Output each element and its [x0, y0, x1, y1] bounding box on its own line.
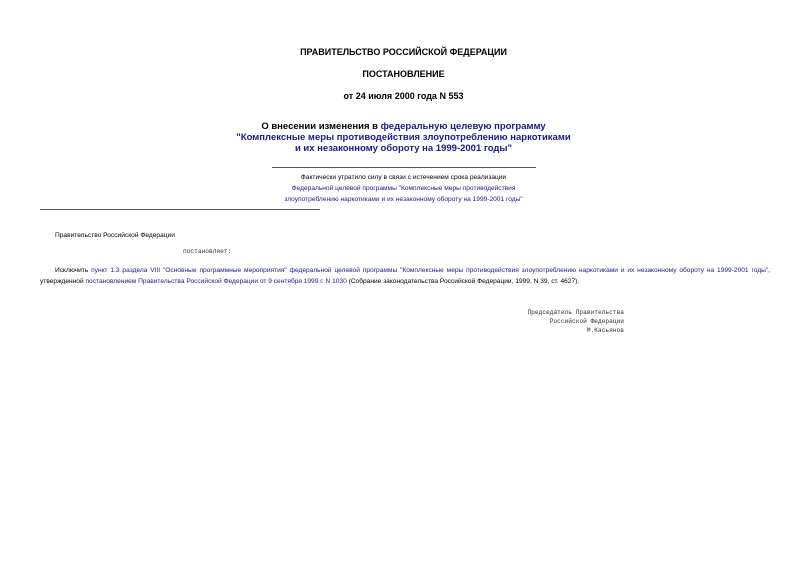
document-date-number: от 24 июля 2000 года N 553 — [343, 91, 464, 101]
government-line: Правительство Российской Федерации — [55, 232, 175, 239]
p1-text-1: Исключить — [55, 267, 92, 274]
status-program-link-line-2[interactable]: злоупотреблению наркотиками и их незаконному обороту на 1999-2001 годы" — [284, 196, 523, 203]
program-link[interactable]: федеральную целевую программу — [380, 121, 546, 132]
program-link-line-2[interactable]: "Комплексные меры противодействия злоупотреблению наркотиками — [236, 132, 571, 143]
p1-text-2: , утвержденной — [40, 267, 770, 285]
title-line-1 — [0, 121, 807, 132]
resolution-1030-link[interactable]: постановлением Правительства Российской Федерации от 9 сентября 1999 г. N 1030 — [85, 277, 347, 285]
program-link-line-3[interactable]: и их незаконному обороту на 1999-2001 годы" — [294, 143, 513, 154]
status-divider-bottom — [40, 209, 320, 210]
status-note-line-1: Фактически утратило силу в связи с истечением срока реализации — [300, 174, 507, 181]
document-type: ПОСТАНОВЛЕНИЕ — [362, 69, 445, 79]
title-prefix: О внесении изменения в — [261, 121, 381, 132]
resolution-paragraph — [40, 266, 770, 287]
signature-line-2: Российской Федерации — [549, 318, 624, 325]
resolves-line: постановляет: — [183, 248, 232, 255]
status-divider-top — [272, 167, 536, 168]
status-program-link[interactable]: Федеральной целевой программы "Комплексные меры противодействия — [291, 185, 516, 192]
status-note — [240, 172, 567, 205]
program-item-link[interactable]: пункт 1.3 раздела VIII "Основные программные мероприятия" федеральной целевой программы "Комплексные меры противодействия злоупотреблению наркотиками и их незаконному обороту на 1999-2001 годы" — [91, 267, 769, 274]
signature-line-1: Председатель Правительства — [527, 309, 624, 316]
signature-name: М.Касьянов — [586, 327, 624, 334]
government-heading: ПРАВИТЕЛЬСТВО РОССИЙСКОЙ ФЕДЕРАЦИИ — [300, 47, 507, 57]
signature-block — [420, 308, 624, 335]
p1-text-3: (Собрание законодательства Российской Федерации, 1999, N 39, ст. 4627). — [346, 277, 580, 285]
document-title — [0, 121, 807, 154]
